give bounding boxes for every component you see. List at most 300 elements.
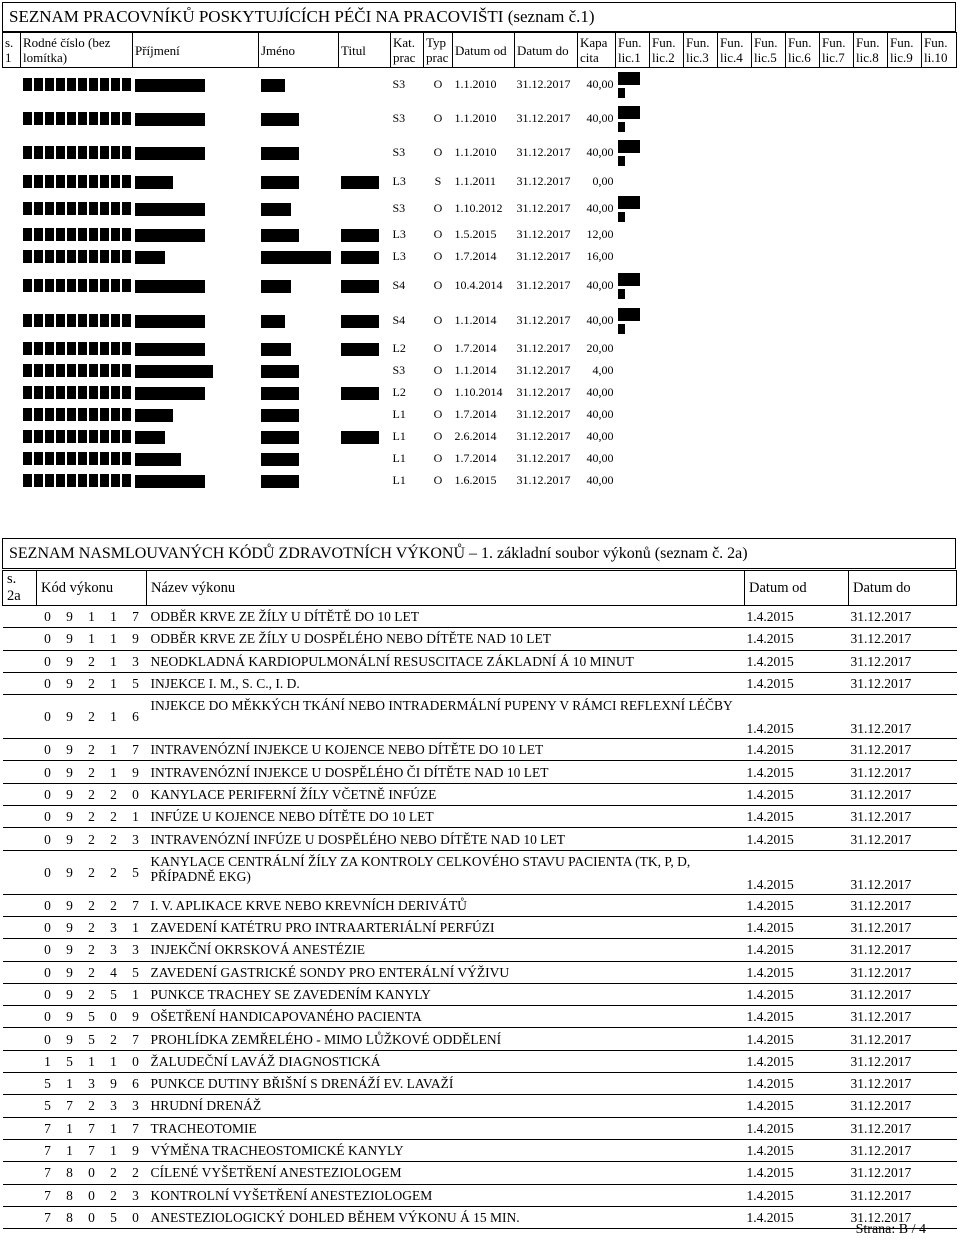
redacted-name — [261, 113, 299, 126]
procedure-date-from: 1.4.2015 — [745, 983, 849, 1005]
redacted-rodne-cislo — [23, 112, 131, 125]
code-digit: 0 — [37, 894, 59, 916]
fun-lic-1-cell — [616, 246, 650, 268]
datum-od-cell: 1.7.2014 — [454, 407, 497, 421]
code-digit: 9 — [125, 1006, 147, 1028]
fun-lic-2-cell — [650, 382, 684, 404]
redaction-block — [34, 279, 43, 292]
redaction-block — [618, 289, 625, 299]
procedure-row — [3, 761, 957, 783]
redaction-block — [122, 146, 131, 159]
code-digit: 7 — [81, 1139, 103, 1161]
fun-lic-10-cell — [922, 268, 957, 304]
redaction-block — [100, 279, 109, 292]
redaction-block — [78, 175, 87, 188]
fun-lic-10-cell — [922, 68, 957, 102]
procedure-date-to: 31.12.2017 — [849, 1162, 957, 1184]
code-digit: 9 — [59, 695, 81, 739]
col-datum-do: Datum do — [515, 33, 578, 68]
procedure-date-from: 1.4.2015 — [745, 650, 849, 672]
rodne-cislo-cell — [21, 194, 133, 224]
fun-lic-9-cell — [888, 68, 922, 102]
procedure-name: KANYLACE PERIFERNÍ ŽÍLY VČETNĚ INFÚZE — [147, 783, 745, 805]
redaction-block — [100, 78, 109, 91]
procedure-row — [3, 739, 957, 761]
rodne-cislo-cell — [21, 304, 133, 338]
fun-lic-8-cell — [854, 224, 888, 246]
fun-lic-4-cell — [718, 268, 752, 304]
code-digit: 0 — [37, 806, 59, 828]
kapacita-cell: 40,00 — [586, 201, 614, 215]
fun-lic-2-cell — [650, 268, 684, 304]
redaction-block — [23, 146, 32, 159]
code-digit: 9 — [103, 1073, 125, 1095]
redaction-block — [89, 279, 98, 292]
fun-lic-8-cell — [854, 246, 888, 268]
fun-lic-2-cell — [650, 224, 684, 246]
procedure-date-to: 31.12.2017 — [849, 783, 957, 805]
col-rodne-cislo: Rodné číslo (bez lomítka) — [21, 33, 133, 68]
code-digit: 0 — [81, 1162, 103, 1184]
code-digit: 0 — [103, 1006, 125, 1028]
fun-lic-9-cell — [888, 382, 922, 404]
code-digit: 2 — [103, 1184, 125, 1206]
fun-lic-7-cell — [820, 170, 854, 194]
code-digit: 0 — [37, 850, 59, 894]
redaction-block — [34, 364, 43, 377]
procedure-date-from: 1.4.2015 — [745, 850, 849, 894]
redacted-rodne-cislo — [23, 146, 131, 159]
redaction-block — [111, 452, 120, 465]
prijmeni-cell — [133, 136, 259, 170]
redacted-surname — [135, 431, 165, 444]
code-digit: 7 — [125, 606, 147, 628]
redaction-block — [122, 228, 131, 241]
redacted-name — [261, 79, 285, 92]
s1-cell — [3, 136, 21, 170]
procedure-name: INJEKČNÍ OKRSKOVÁ ANESTÉZIE — [147, 939, 745, 961]
redaction-block — [78, 250, 87, 263]
redaction-block — [78, 364, 87, 377]
code-digit: 3 — [103, 916, 125, 938]
col-datum-od: Datum od — [453, 33, 515, 68]
procedure-row — [3, 983, 957, 1005]
redaction-block — [56, 386, 65, 399]
code-digit: 2 — [81, 983, 103, 1005]
redaction-block — [45, 78, 54, 91]
code-digit: 1 — [103, 1139, 125, 1161]
procedure-name: NEODKLADNÁ KARDIOPULMONÁLNÍ RESUSCITACE ZÁKLADNÍ Á 10 MINUT — [147, 650, 745, 672]
fun-lic-6-cell — [786, 224, 820, 246]
procedure-row — [3, 1117, 957, 1139]
fun-lic-7-cell — [820, 136, 854, 170]
redaction-block — [89, 386, 98, 399]
procedure-date-to: 31.12.2017 — [849, 828, 957, 850]
prijmeni-cell — [133, 470, 259, 492]
datum-od-cell: 1.1.2010 — [454, 145, 497, 159]
redaction-block — [45, 250, 54, 263]
redaction-block — [23, 408, 32, 421]
redaction-block — [111, 430, 120, 443]
redacted-rodne-cislo — [23, 474, 131, 487]
datum-do-cell: 31.12.2017 — [516, 174, 571, 188]
fun-lic-6-cell — [786, 136, 820, 170]
jmeno-cell — [259, 360, 339, 382]
redaction-block — [56, 279, 65, 292]
redacted-rodne-cislo — [23, 452, 131, 465]
redaction-block — [89, 112, 98, 125]
redacted-surname — [135, 365, 213, 378]
redaction-block — [100, 250, 109, 263]
kat-cell: L1 — [392, 407, 406, 421]
fun-lic-4-cell — [718, 246, 752, 268]
kat-cell: S3 — [392, 363, 406, 377]
procedure-row — [3, 1028, 957, 1050]
kapacita-cell: 40,00 — [586, 451, 614, 465]
fun-lic-4-cell — [718, 404, 752, 426]
redaction-block — [122, 202, 131, 215]
redaction-block — [56, 452, 65, 465]
staff-row — [3, 426, 957, 448]
fun-lic-1-cell — [616, 170, 650, 194]
col-kapacita: Kapa cita — [578, 33, 616, 68]
fun-lic-6-cell — [786, 102, 820, 136]
fun-lic-9-cell — [888, 246, 922, 268]
datum-do-cell: 31.12.2017 — [516, 201, 571, 215]
staff-table — [2, 32, 957, 492]
fun-lic-7-cell — [820, 224, 854, 246]
datum-do-cell: 31.12.2017 — [516, 407, 571, 421]
col-typ: Typ prac — [424, 33, 453, 68]
fun-lic-8-cell — [854, 382, 888, 404]
code-digit: 6 — [125, 695, 147, 739]
code-digit: 1 — [125, 983, 147, 1005]
fun-lic-3-cell — [684, 448, 718, 470]
fun-lic-9-cell — [888, 426, 922, 448]
redaction-block — [67, 342, 76, 355]
procedure-date-to: 31.12.2017 — [849, 1028, 957, 1050]
redacted-license — [618, 196, 648, 222]
s1-cell — [3, 246, 21, 268]
fun-lic-10-cell — [922, 136, 957, 170]
redacted-rodne-cislo — [23, 430, 131, 443]
prijmeni-cell — [133, 338, 259, 360]
fun-lic-4-cell — [718, 426, 752, 448]
fun-lic-8-cell — [854, 136, 888, 170]
procedure-date-to: 31.12.2017 — [849, 806, 957, 828]
procedure-row — [3, 1073, 957, 1095]
fun-lic-6-cell — [786, 68, 820, 102]
code-digit: 5 — [81, 1006, 103, 1028]
datum-od-cell: 1.7.2014 — [454, 341, 497, 355]
kat-cell: L3 — [392, 227, 406, 241]
fun-lic-5-cell — [752, 360, 786, 382]
redaction-block — [618, 140, 640, 153]
fun-lic-2-cell — [650, 426, 684, 448]
redaction-block — [56, 474, 65, 487]
fun-lic-10-cell — [922, 304, 957, 338]
fun-lic-4-cell — [718, 102, 752, 136]
fun-lic-2-cell — [650, 194, 684, 224]
redaction-block — [618, 122, 625, 132]
code-digit: 0 — [37, 916, 59, 938]
fun-lic-10-cell — [922, 404, 957, 426]
procedure-date-from: 1.4.2015 — [745, 1028, 849, 1050]
code-digit: 2 — [81, 650, 103, 672]
procedure-date-to: 31.12.2017 — [849, 695, 957, 739]
s2a-cell — [3, 894, 37, 916]
s2a-cell — [3, 1006, 37, 1028]
jmeno-cell — [259, 470, 339, 492]
redaction-block — [618, 156, 625, 166]
kat-cell: L1 — [392, 451, 406, 465]
datum-do-cell: 31.12.2017 — [516, 473, 571, 487]
redaction-block — [100, 314, 109, 327]
fun-lic-4-cell — [718, 170, 752, 194]
fun-lic-5-cell — [752, 68, 786, 102]
redaction-block — [89, 314, 98, 327]
code-digit: 8 — [59, 1206, 81, 1228]
procedure-name: INJEKCE DO MĚKKÝCH TKÁNÍ NEBO INTRADERMÁLNÍ PUPENY V RÁMCI REFLEXNÍ LÉČBY — [147, 695, 745, 739]
procedure-date-from: 1.4.2015 — [745, 806, 849, 828]
procedure-name: PROHLÍDKA ZEMŘELÉHO - MIMO LŮŽKOVÉ ODDĚLENÍ — [147, 1028, 745, 1050]
redaction-block — [89, 228, 98, 241]
code-digit: 9 — [59, 828, 81, 850]
redacted-title — [341, 343, 379, 356]
fun-lic-2-cell — [650, 304, 684, 338]
code-digit: 2 — [103, 783, 125, 805]
procedure-name: VÝMĚNA TRACHEOSTOMICKÉ KANYLY — [147, 1139, 745, 1161]
code-digit: 1 — [81, 628, 103, 650]
fun-lic-1-cell — [616, 426, 650, 448]
fun-lic-4-cell — [718, 136, 752, 170]
staff-row — [3, 136, 957, 170]
procedure-row — [3, 672, 957, 694]
jmeno-cell — [259, 448, 339, 470]
procedure-row — [3, 1139, 957, 1161]
redaction-block — [45, 228, 54, 241]
redacted-license — [618, 140, 648, 166]
fun-lic-2-cell — [650, 68, 684, 102]
redaction-block — [78, 279, 87, 292]
redacted-surname — [135, 113, 205, 126]
redaction-block — [34, 112, 43, 125]
fun-lic-8-cell — [854, 102, 888, 136]
procedure-name: ODBĚR KRVE ZE ŽÍLY U DÍTĚTĚ DO 10 LET — [147, 606, 745, 628]
rodne-cislo-cell — [21, 136, 133, 170]
staff-row — [3, 382, 957, 404]
procedure-row — [3, 1095, 957, 1117]
code-digit: 2 — [81, 961, 103, 983]
redaction-block — [78, 452, 87, 465]
code-digit: 0 — [37, 695, 59, 739]
fun-lic-5-cell — [752, 194, 786, 224]
code-digit: 2 — [103, 1028, 125, 1050]
redacted-title — [341, 280, 379, 293]
fun-lic-8-cell — [854, 338, 888, 360]
rodne-cislo-cell — [21, 426, 133, 448]
code-digit: 3 — [125, 1095, 147, 1117]
code-digit: 9 — [59, 983, 81, 1005]
redaction-block — [111, 279, 120, 292]
code-digit: 2 — [125, 1162, 147, 1184]
redaction-block — [618, 106, 640, 119]
code-digit: 3 — [81, 1073, 103, 1095]
code-digit: 9 — [125, 761, 147, 783]
prijmeni-cell — [133, 360, 259, 382]
s2a-cell — [3, 806, 37, 828]
redaction-block — [23, 452, 32, 465]
typ-cell: O — [433, 278, 443, 292]
col-s2a: s. 2a — [3, 571, 37, 606]
procedure-date-to: 31.12.2017 — [849, 606, 957, 628]
redaction-block — [618, 273, 640, 286]
procedure-date-from: 1.4.2015 — [745, 1095, 849, 1117]
code-digit: 0 — [37, 761, 59, 783]
rodne-cislo-cell — [21, 470, 133, 492]
datum-do-cell: 31.12.2017 — [516, 363, 571, 377]
titul-cell — [339, 68, 391, 102]
redaction-block — [56, 228, 65, 241]
procedure-date-to: 31.12.2017 — [849, 1006, 957, 1028]
procedure-date-from: 1.4.2015 — [745, 695, 849, 739]
fun-lic-10-cell — [922, 426, 957, 448]
code-digit: 9 — [59, 650, 81, 672]
kapacita-cell: 4,00 — [592, 363, 614, 377]
datum-od-cell: 1.7.2014 — [454, 451, 497, 465]
procedure-date-to: 31.12.2017 — [849, 983, 957, 1005]
procedure-name: PUNKCE DUTINY BŘIŠNÍ S DRENÁŽÍ EV. LAVAŽÍ — [147, 1073, 745, 1095]
code-digit: 4 — [103, 961, 125, 983]
procedure-date-from: 1.4.2015 — [745, 1139, 849, 1161]
kapacita-cell: 40,00 — [586, 278, 614, 292]
code-digit: 0 — [37, 650, 59, 672]
code-digit: 7 — [37, 1139, 59, 1161]
typ-cell: O — [433, 201, 443, 215]
redaction-block — [100, 112, 109, 125]
datum-od-cell: 10.4.2014 — [454, 278, 503, 292]
fun-lic-9-cell — [888, 224, 922, 246]
typ-cell: O — [433, 341, 443, 355]
procedure-name: ZAVEDENÍ KATÉTRU PRO INTRAARTERIÁLNÍ PERFÚZI — [147, 916, 745, 938]
jmeno-cell — [259, 304, 339, 338]
redaction-block — [618, 324, 625, 334]
procedure-name: ŽALUDEČNÍ LAVÁŽ DIAGNOSTICKÁ — [147, 1050, 745, 1072]
redacted-surname — [135, 409, 173, 422]
procedure-date-from: 1.4.2015 — [745, 1117, 849, 1139]
fun-lic-10-cell — [922, 194, 957, 224]
fun-lic-2-cell — [650, 470, 684, 492]
s1-cell — [3, 268, 21, 304]
redacted-surname — [135, 203, 205, 216]
redacted-name — [261, 203, 291, 216]
fun-lic-3-cell — [684, 404, 718, 426]
redacted-name — [261, 315, 285, 328]
fun-lic-10-cell — [922, 102, 957, 136]
procedure-name: TRACHEOTOMIE — [147, 1117, 745, 1139]
rodne-cislo-cell — [21, 224, 133, 246]
s1-cell — [3, 304, 21, 338]
procedure-name: INJEKCE I. M., S. C., I. D. — [147, 672, 745, 694]
procedures-table-header — [3, 571, 957, 606]
redaction-block — [111, 342, 120, 355]
redaction-block — [78, 408, 87, 421]
redaction-block — [78, 146, 87, 159]
procedure-date-to: 31.12.2017 — [849, 1139, 957, 1161]
redacted-license — [618, 273, 648, 299]
redaction-block — [78, 342, 87, 355]
fun-lic-1-cell — [616, 102, 650, 136]
redaction-block — [78, 314, 87, 327]
s1-cell — [3, 470, 21, 492]
code-digit: 9 — [59, 606, 81, 628]
prijmeni-cell — [133, 404, 259, 426]
staff-row — [3, 268, 957, 304]
redaction-block — [100, 474, 109, 487]
procedure-row — [3, 695, 957, 739]
fun-lic-4-cell — [718, 382, 752, 404]
redaction-block — [67, 112, 76, 125]
redaction-block — [122, 364, 131, 377]
redaction-block — [45, 314, 54, 327]
code-digit: 3 — [125, 939, 147, 961]
redaction-block — [89, 430, 98, 443]
typ-cell: O — [433, 111, 443, 125]
code-digit: 9 — [125, 1139, 147, 1161]
code-digit: 5 — [125, 672, 147, 694]
col-nazev-vykonu: Název výkonu — [147, 571, 745, 606]
redaction-block — [34, 408, 43, 421]
code-digit: 2 — [81, 695, 103, 739]
s2a-cell — [3, 1095, 37, 1117]
fun-lic-1-cell — [616, 304, 650, 338]
procedure-date-from: 1.4.2015 — [745, 739, 849, 761]
code-digit: 0 — [125, 783, 147, 805]
redaction-block — [111, 112, 120, 125]
titul-cell — [339, 360, 391, 382]
fun-lic-4-cell — [718, 338, 752, 360]
fun-lic-9-cell — [888, 170, 922, 194]
redaction-block — [122, 250, 131, 263]
s2a-cell — [3, 1117, 37, 1139]
redaction-block — [111, 146, 120, 159]
code-digit: 3 — [103, 939, 125, 961]
redacted-surname — [135, 79, 205, 92]
code-digit: 3 — [103, 1095, 125, 1117]
fun-lic-9-cell — [888, 470, 922, 492]
s2a-cell — [3, 828, 37, 850]
code-digit: 5 — [125, 961, 147, 983]
kapacita-cell: 40,00 — [586, 385, 614, 399]
procedure-date-to: 31.12.2017 — [849, 1073, 957, 1095]
titul-cell — [339, 338, 391, 360]
redaction-block — [45, 474, 54, 487]
redaction-block — [34, 314, 43, 327]
fun-lic-8-cell — [854, 268, 888, 304]
code-digit: 9 — [59, 850, 81, 894]
redaction-block — [78, 202, 87, 215]
fun-lic-9-cell — [888, 304, 922, 338]
redaction-block — [89, 146, 98, 159]
s2a-cell — [3, 1162, 37, 1184]
s2a-cell — [3, 672, 37, 694]
redaction-block — [122, 342, 131, 355]
fun-lic-5-cell — [752, 470, 786, 492]
redaction-block — [23, 386, 32, 399]
staff-row — [3, 170, 957, 194]
prijmeni-cell — [133, 224, 259, 246]
code-digit: 5 — [103, 1206, 125, 1228]
